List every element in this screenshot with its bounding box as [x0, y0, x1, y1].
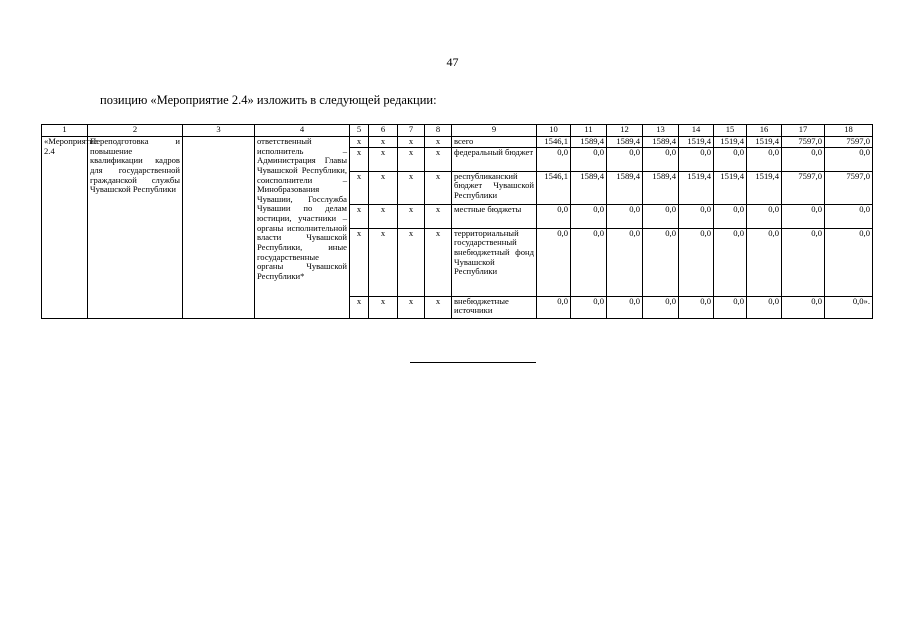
activity-name-cell: Переподготовка и повышение квалификации кадров для государственной гражданской службы Чувашской Республики	[88, 137, 183, 319]
mark-cell: x	[350, 228, 369, 296]
value-cell: 0,0	[782, 296, 825, 318]
header-cell: 7	[398, 125, 425, 137]
mark-cell: x	[425, 204, 452, 228]
executors-cell: ответственный исполнитель – Администрация Главы Чувашской Республики, соисполнители – Минобразования Чувашии, Госслужба Чувашии по делам юстиции, участники – органы исполнительной власти Чувашской Республики, иные государственные органы Чувашской Республики*	[255, 137, 350, 319]
value-cell: 0,0	[607, 204, 643, 228]
header-cell: 2	[88, 125, 183, 137]
budget-table	[41, 124, 873, 319]
value-cell: 7597,0	[825, 171, 873, 204]
value-cell: 7597,0	[825, 137, 873, 148]
value-cell: 0,0	[537, 228, 571, 296]
mark-cell: x	[369, 171, 398, 204]
mark-cell: x	[350, 137, 369, 148]
header-cell: 16	[747, 125, 782, 137]
mark-cell: x	[425, 296, 452, 318]
value-cell: 0,0	[747, 296, 782, 318]
header-cell: 13	[643, 125, 679, 137]
value-cell: 0,0	[571, 296, 607, 318]
value-cell: 0,0	[679, 204, 714, 228]
value-cell: 1519,4	[747, 137, 782, 148]
value-cell: 0,0	[537, 296, 571, 318]
value-cell: 0,0	[747, 204, 782, 228]
value-cell: 1546,1	[537, 137, 571, 148]
value-cell: 0,0	[714, 296, 747, 318]
mark-cell: x	[398, 171, 425, 204]
value-cell: 1589,4	[571, 171, 607, 204]
value-cell: 0,0».	[825, 296, 873, 318]
table-row	[42, 137, 873, 148]
mark-cell: x	[425, 137, 452, 148]
header-cell: 6	[369, 125, 398, 137]
activity-col3-cell	[183, 137, 255, 319]
header-cell: 10	[537, 125, 571, 137]
mark-cell: x	[369, 296, 398, 318]
header-cell: 18	[825, 125, 873, 137]
header-cell: 17	[782, 125, 825, 137]
value-cell: 0,0	[607, 296, 643, 318]
activity-number-cell: «Мероприятие 2.4	[42, 137, 88, 319]
page-number: 47	[446, 55, 459, 69]
funding-source-cell: федеральный бюджет	[452, 147, 537, 171]
value-cell: 7597,0	[782, 171, 825, 204]
value-cell: 0,0	[714, 228, 747, 296]
value-cell: 0,0	[537, 204, 571, 228]
value-cell: 1589,4	[643, 171, 679, 204]
value-cell: 0,0	[571, 228, 607, 296]
mark-cell: x	[369, 204, 398, 228]
funding-source-cell: местные бюджеты	[452, 204, 537, 228]
value-cell: 0,0	[679, 296, 714, 318]
header-cell: 4	[255, 125, 350, 137]
header-row	[42, 125, 873, 137]
value-cell: 1546,1	[537, 171, 571, 204]
value-cell: 1519,4	[714, 137, 747, 148]
mark-cell: x	[350, 296, 369, 318]
value-cell: 1519,4	[747, 171, 782, 204]
value-cell: 0,0	[643, 296, 679, 318]
value-cell: 0,0	[607, 147, 643, 171]
value-cell: 1519,4	[679, 171, 714, 204]
value-cell: 7597,0	[782, 137, 825, 148]
header-cell: 3	[183, 125, 255, 137]
mark-cell: x	[350, 147, 369, 171]
header-cell: 14	[679, 125, 714, 137]
mark-cell: x	[398, 296, 425, 318]
value-cell: 0,0	[825, 228, 873, 296]
value-cell: 0,0	[571, 204, 607, 228]
header-cell: 9	[452, 125, 537, 137]
mark-cell: x	[398, 137, 425, 148]
funding-source-cell: всего	[452, 137, 537, 148]
mark-cell: x	[350, 204, 369, 228]
value-cell: 0,0	[747, 147, 782, 171]
value-cell: 0,0	[643, 228, 679, 296]
mark-cell: x	[425, 171, 452, 204]
header-cell: 11	[571, 125, 607, 137]
value-cell: 0,0	[825, 147, 873, 171]
value-cell: 0,0	[782, 228, 825, 296]
value-cell: 0,0	[747, 228, 782, 296]
value-cell: 0,0	[782, 204, 825, 228]
value-cell: 1589,4	[571, 137, 607, 148]
header-cell: 8	[425, 125, 452, 137]
value-cell: 0,0	[537, 147, 571, 171]
footer-separator-line	[410, 362, 536, 363]
value-cell: 1589,4	[607, 137, 643, 148]
mark-cell: x	[369, 147, 398, 171]
value-cell: 0,0	[679, 228, 714, 296]
value-cell: 0,0	[714, 204, 747, 228]
mark-cell: x	[398, 147, 425, 171]
mark-cell: x	[369, 137, 398, 148]
value-cell: 1519,4	[679, 137, 714, 148]
mark-cell: x	[350, 171, 369, 204]
value-cell: 0,0	[714, 147, 747, 171]
value-cell: 0,0	[571, 147, 607, 171]
value-cell: 1589,4	[607, 171, 643, 204]
header-cell: 15	[714, 125, 747, 137]
mark-cell: x	[425, 228, 452, 296]
funding-source-cell: республиканский бюджет Чувашской Республики	[452, 171, 537, 204]
mark-cell: x	[369, 228, 398, 296]
intro-text: позицию «Мероприятие 2.4» изложить в следующей редакции:	[100, 93, 437, 107]
value-cell: 0,0	[679, 147, 714, 171]
value-cell: 1589,4	[643, 137, 679, 148]
funding-source-cell: территориальный государственный внебюджетный фонд Чувашской Республики	[452, 228, 537, 296]
funding-source-cell: внебюджетные источники	[452, 296, 537, 318]
mark-cell: x	[398, 204, 425, 228]
value-cell: 0,0	[643, 147, 679, 171]
header-cell: 12	[607, 125, 643, 137]
header-cell: 5	[350, 125, 369, 137]
value-cell: 0,0	[782, 147, 825, 171]
value-cell: 0,0	[607, 228, 643, 296]
value-cell: 0,0	[825, 204, 873, 228]
header-cell: 1	[42, 125, 88, 137]
mark-cell: x	[425, 147, 452, 171]
value-cell: 0,0	[643, 204, 679, 228]
value-cell: 1519,4	[714, 171, 747, 204]
mark-cell: x	[398, 228, 425, 296]
